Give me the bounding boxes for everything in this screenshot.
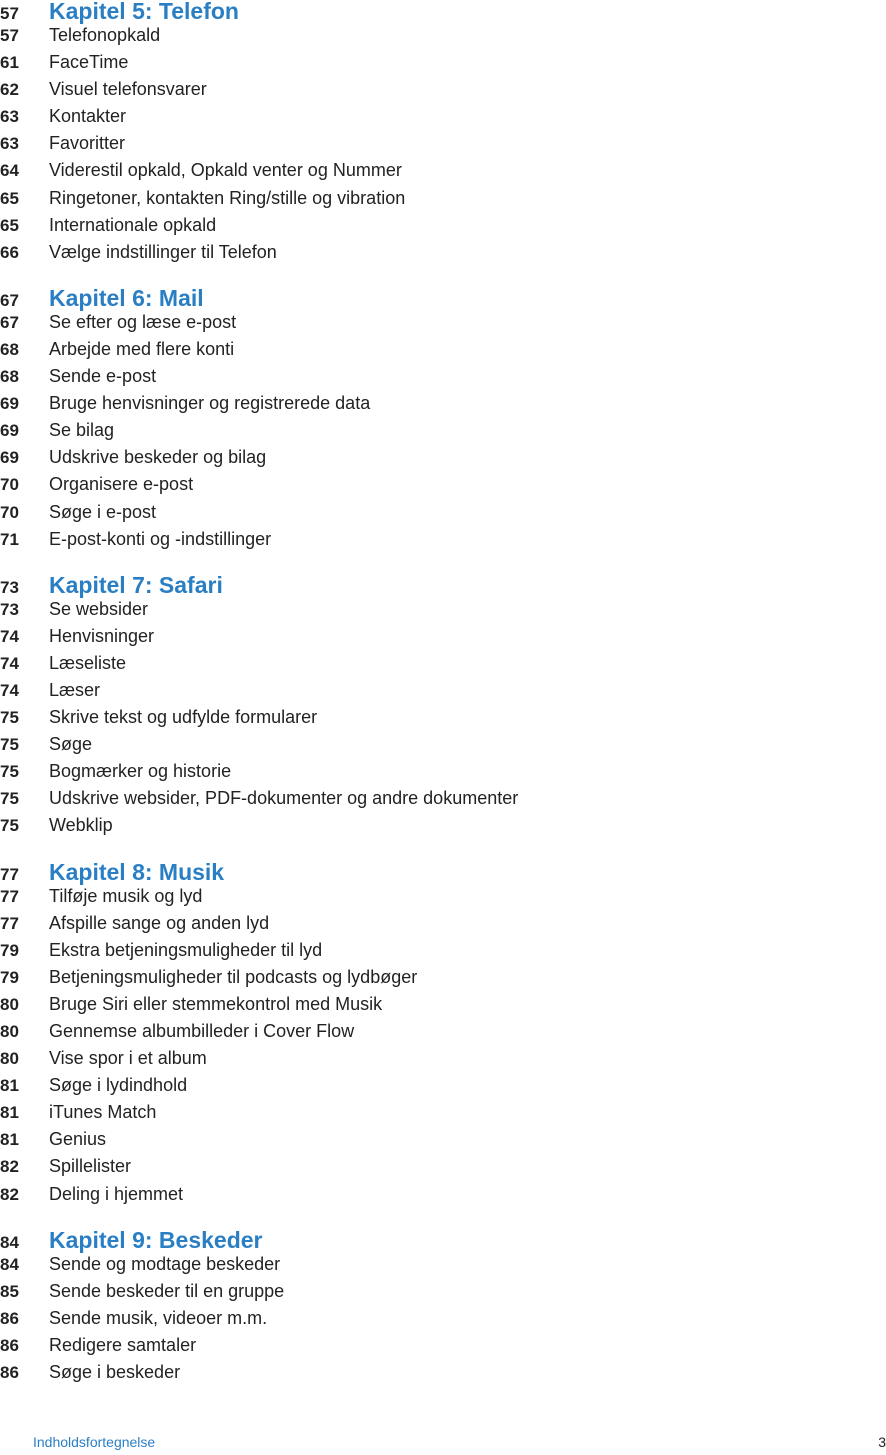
toc-entry[interactable]	[0, 812, 886, 839]
entry-page-number: 79	[0, 940, 19, 960]
entry-title: Betjeningsmuligheder til podcasts og lydbøger	[49, 966, 418, 987]
toc-entry[interactable]	[0, 1153, 886, 1180]
entry-title: Ekstra betjeningsmuligheder til lyd	[49, 939, 323, 960]
entry-page-number: 86	[0, 1308, 19, 1328]
toc-entry[interactable]	[0, 1126, 886, 1153]
toc-entry[interactable]	[0, 49, 886, 76]
toc-entry[interactable]	[0, 785, 886, 812]
chapter-title: Kapitel 5: Telefon	[49, 0, 239, 24]
entry-title: FaceTime	[49, 52, 129, 73]
entry-page-number: 81	[0, 1076, 19, 1096]
entry-title: Læseliste	[49, 652, 127, 673]
chapter-section	[0, 0, 886, 266]
entry-title: Se bilag	[49, 420, 115, 441]
chapter-section	[0, 266, 886, 553]
entry-page-number: 74	[0, 626, 19, 646]
footer-label: Indholdsfortegnelse	[33, 1434, 156, 1450]
entry-page-number: 73	[0, 599, 19, 619]
entry-page-number: 82	[0, 1157, 19, 1177]
entry-title: Genius	[49, 1129, 107, 1150]
chapter-section	[0, 1208, 886, 1386]
entry-title: Udskrive websider, PDF-dokumenter og andre dokumenter	[49, 788, 519, 809]
toc-entry[interactable]	[0, 623, 886, 650]
entry-title: Læser	[49, 679, 101, 700]
entry-page-number: 81	[0, 1130, 19, 1150]
toc-entry[interactable]	[0, 883, 886, 910]
entry-title: Gennemse albumbilleder i Cover Flow	[49, 1021, 355, 1041]
entry-page-number: 75	[0, 816, 19, 836]
entry-page-number: 77	[0, 886, 19, 906]
chapter-heading[interactable]	[0, 858, 886, 885]
toc-entry[interactable]	[0, 526, 886, 553]
chapter-title: Kapitel 6: Mail	[49, 284, 204, 311]
toc-entry[interactable]	[0, 1359, 886, 1386]
chapter-section	[0, 553, 886, 840]
entry-title: Henvisninger	[49, 625, 155, 646]
toc-entry[interactable]	[0, 212, 886, 239]
entry-title: Ringetoner, kontakten Ring/stille og vibration	[49, 187, 406, 208]
entry-title: Visuel telefonsvarer	[49, 79, 207, 100]
toc-entry[interactable]	[0, 704, 886, 731]
entry-page-number: 63	[0, 134, 19, 154]
page-footer	[0, 1434, 886, 1455]
toc-entry[interactable]	[0, 309, 886, 336]
entry-page-number: 74	[0, 680, 19, 700]
entry-page-number: 75	[0, 762, 19, 782]
entry-page-number: 82	[0, 1184, 19, 1204]
chapter-title: Kapitel 8: Musik	[49, 858, 225, 885]
chapter-heading[interactable]	[0, 0, 886, 22]
entry-title: Vise spor i et album	[49, 1048, 207, 1069]
toc-entry[interactable]	[0, 1099, 886, 1126]
entry-page-number: 79	[0, 967, 19, 987]
toc-entry[interactable]	[0, 444, 886, 471]
chapter-page-number: 84	[0, 1232, 19, 1252]
entry-title: Redigere samtaler	[49, 1334, 197, 1355]
toc-entry[interactable]	[0, 76, 886, 103]
entry-title: Favoritter	[49, 133, 126, 154]
entry-title: Tilføje musik og lyd	[49, 885, 203, 906]
entry-title: Sende og modtage beskeder	[49, 1253, 281, 1274]
chapter-title: Kapitel 7: Safari	[49, 571, 223, 598]
toc-entry[interactable]	[0, 650, 886, 677]
entry-page-number: 86	[0, 1335, 19, 1355]
chapter-title: Kapitel 9: Beskeder	[49, 1226, 263, 1253]
entry-title: Bogmærker og historie	[49, 761, 232, 782]
toc-entry[interactable]	[0, 1332, 886, 1359]
entry-page-number: 65	[0, 215, 19, 235]
toc-entry[interactable]	[0, 390, 886, 417]
entry-page-number: 75	[0, 789, 19, 809]
toc-entry[interactable]	[0, 363, 886, 390]
entry-title: Bruge Siri eller stemmekontrol med Musik	[49, 993, 383, 1014]
entry-page-number: 70	[0, 475, 19, 495]
entry-page-number: 69	[0, 448, 19, 468]
entry-page-number: 61	[0, 53, 19, 73]
chapter-heading[interactable]	[0, 284, 886, 311]
chapter-spacer	[0, 840, 886, 861]
entry-page-number: 75	[0, 735, 19, 755]
entry-title: Organisere e-post	[49, 474, 194, 495]
footer-page-number: 3	[878, 1434, 886, 1450]
toc-entry[interactable]	[0, 1251, 886, 1278]
entry-page-number: 86	[0, 1363, 19, 1383]
entry-page-number: 80	[0, 994, 19, 1014]
toc-entry[interactable]	[0, 596, 886, 623]
entry-title: Søge	[49, 734, 93, 755]
entry-page-number: 62	[0, 80, 19, 100]
toc-entry[interactable]	[0, 731, 886, 758]
toc-entry[interactable]	[0, 185, 886, 212]
toc-entry[interactable]	[0, 471, 886, 498]
chapter-heading[interactable]	[0, 1226, 886, 1253]
toc-entry[interactable]	[0, 130, 886, 157]
entry-page-number: 63	[0, 107, 19, 127]
chapter-spacer	[0, 1208, 886, 1229]
entry-page-number: 65	[0, 188, 19, 208]
entry-title: Se websider	[49, 598, 149, 619]
chapter-page-number: 67	[0, 290, 19, 310]
toc-entry[interactable]	[0, 1018, 886, 1045]
entry-page-number: 85	[0, 1281, 19, 1301]
entry-page-number: 69	[0, 394, 19, 414]
entry-page-number: 80	[0, 1022, 19, 1041]
entry-title: Bruge henvisninger og registrerede data	[49, 393, 371, 414]
entry-page-number: 66	[0, 242, 19, 262]
entry-title: Søge i beskeder	[49, 1362, 181, 1383]
entry-title: Deling i hjemmet	[49, 1183, 184, 1204]
entry-page-number: 68	[0, 367, 19, 387]
entry-title: Webklip	[49, 815, 113, 836]
toc-entry[interactable]	[0, 964, 886, 991]
toc-entry[interactable]	[0, 937, 886, 964]
toc-entry[interactable]	[0, 157, 886, 184]
toc-entry[interactable]	[0, 417, 886, 444]
entry-title: Viderestil opkald, Opkald venter og Nummer	[49, 160, 402, 181]
entry-title: Vælge indstillinger til Telefon	[49, 241, 277, 262]
toc-entry[interactable]	[0, 499, 886, 526]
entry-title: Skrive tekst og udfylde formularer	[49, 707, 318, 728]
entry-page-number: 69	[0, 421, 19, 441]
entry-page-number: 68	[0, 339, 19, 359]
toc-entry[interactable]	[0, 22, 886, 49]
toc-entry[interactable]	[0, 910, 886, 937]
toc-entry[interactable]	[0, 677, 886, 704]
chapter-section	[0, 840, 886, 1208]
toc-entry[interactable]	[0, 1278, 886, 1305]
entry-title: Sende e-post	[49, 366, 157, 387]
entry-title: Internationale opkald	[49, 214, 217, 235]
entry-page-number: 84	[0, 1254, 19, 1274]
toc-entry[interactable]	[0, 1181, 886, 1208]
entry-title: Spillelister	[49, 1156, 132, 1177]
toc-entry[interactable]	[0, 239, 886, 266]
chapter-page-number: 73	[0, 577, 19, 597]
chapter-page-number: 57	[0, 4, 19, 23]
chapter-spacer	[0, 266, 886, 287]
entry-page-number: 81	[0, 1103, 19, 1123]
entry-title: Telefonopkald	[49, 25, 161, 45]
toc-entry[interactable]	[0, 1305, 886, 1332]
entry-title: Sende musik, videoer m.m.	[49, 1307, 268, 1328]
toc-entry[interactable]	[0, 758, 886, 785]
entry-title: iTunes Match	[49, 1102, 157, 1123]
entry-page-number: 71	[0, 529, 19, 549]
entry-page-number: 67	[0, 312, 19, 332]
entry-title: Afspille sange og anden lyd	[49, 912, 270, 933]
chapter-heading[interactable]	[0, 571, 886, 598]
toc-entry[interactable]	[0, 1045, 886, 1072]
entry-title: Søge i lydindhold	[49, 1075, 188, 1096]
toc-entry[interactable]	[0, 336, 886, 363]
entry-page-number: 70	[0, 502, 19, 522]
entry-title: Sende beskeder til en gruppe	[49, 1280, 285, 1301]
entry-page-number: 74	[0, 653, 19, 673]
entry-title: E-post-konti og -indstillinger	[49, 528, 272, 549]
entry-page-number: 77	[0, 913, 19, 933]
entry-page-number: 64	[0, 161, 19, 181]
chapter-spacer	[0, 553, 886, 574]
entry-page-number: 75	[0, 708, 19, 728]
entry-title: Udskrive beskeder og bilag	[49, 447, 267, 468]
entry-title: Kontakter	[49, 106, 127, 127]
entry-title: Arbejde med flere konti	[49, 338, 235, 359]
toc-entry[interactable]	[0, 103, 886, 130]
chapter-page-number: 77	[0, 864, 19, 884]
entry-page-number: 57	[0, 26, 19, 45]
entry-page-number: 80	[0, 1049, 19, 1069]
toc-entry[interactable]	[0, 991, 886, 1018]
entry-title: Søge i e-post	[49, 501, 157, 522]
entry-title: Se efter og læse e-post	[49, 311, 237, 332]
toc-entry[interactable]	[0, 1072, 886, 1099]
